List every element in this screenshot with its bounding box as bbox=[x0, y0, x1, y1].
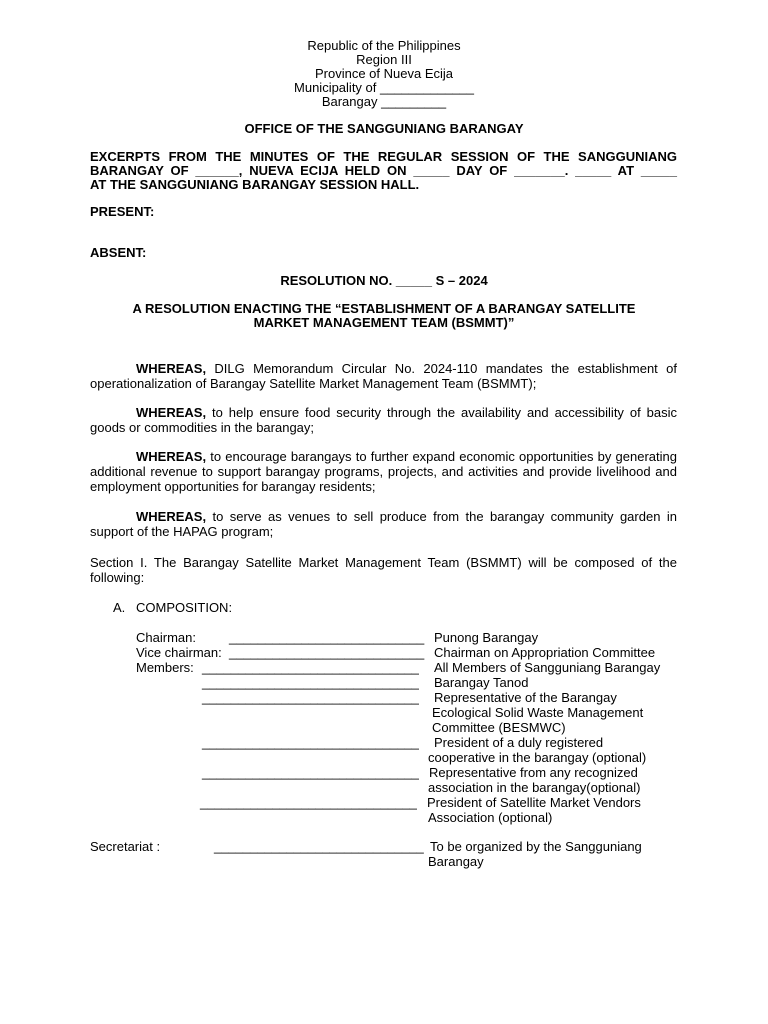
members-role: All Members of Sangguniang Barangay bbox=[434, 660, 661, 675]
resolution-title-line-2: MARKET MANAGEMENT TEAM (BSMMT)” bbox=[253, 315, 515, 330]
association-role-line-2: association in the barangay(optional) bbox=[428, 780, 641, 795]
whereas-label: WHEREAS, bbox=[136, 449, 207, 464]
header-barangay: Barangay _________ bbox=[321, 94, 447, 109]
whereas-label: WHEREAS, bbox=[136, 509, 207, 524]
members-blank: ______________________________ bbox=[202, 660, 419, 675]
header-region: Region III bbox=[356, 52, 412, 67]
besmwc-blank: ______________________________ bbox=[202, 690, 419, 705]
vendors-role-line-1: President of Satellite Market Vendors bbox=[427, 795, 641, 810]
resolution-number: RESOLUTION NO. _____ S – 2024 bbox=[280, 273, 488, 288]
cooperative-role-line-2: cooperative in the barangay (optional) bbox=[428, 750, 647, 765]
absent-label: ABSENT: bbox=[90, 245, 147, 260]
office-title: OFFICE OF THE SANGGUNIANG BARANGAY bbox=[244, 121, 524, 136]
whereas-label: WHEREAS, bbox=[136, 361, 207, 376]
besmwc-role-line-2: Ecological Solid Waste Management bbox=[432, 705, 644, 720]
whereas-text: DILG Memorandum Circular No. 2024-110 mandates the establishment of operationalization of Barangay Satellite Market Management Team (BSMMT); bbox=[90, 361, 677, 391]
excerpts-line-1: EXCERPTS FROM THE MINUTES OF THE REGULAR SESSION OF THE SANGGUNIANG bbox=[90, 149, 677, 164]
whereas-clause-2 bbox=[90, 405, 677, 435]
members-label: Members: bbox=[136, 660, 194, 675]
composition-marker: A. bbox=[113, 600, 126, 615]
secretariat-blank: _____________________________ bbox=[214, 839, 424, 854]
whereas-clause-4 bbox=[90, 509, 677, 539]
vice-chairman-blank: ___________________________ bbox=[229, 645, 425, 660]
besmwc-role-line-1: Representative of the Barangay bbox=[434, 690, 617, 705]
whereas-clause-3 bbox=[90, 449, 677, 494]
tanod-role: Barangay Tanod bbox=[434, 675, 529, 690]
excerpts-line-3: AT THE SANGGUNIANG BARANGAY SESSION HALL. bbox=[90, 177, 420, 192]
whereas-clause-1 bbox=[90, 361, 677, 391]
chairman-label: Chairman: bbox=[136, 630, 196, 645]
whereas-text: to encourage barangays to further expand economic opportunities by generating additional revenue to support barangay programs, projects, and activities and provide livelihood and employment opportunities for barangay residents; bbox=[90, 449, 677, 494]
header-municipality: Municipality of _____________ bbox=[294, 80, 474, 95]
resolution-title-line-1: A RESOLUTION ENACTING THE “ESTABLISHMENT OF A BARANGAY SATELLITE bbox=[132, 301, 636, 316]
vendors-blank: ______________________________ bbox=[200, 795, 417, 810]
header-province: Province of Nueva Ecija bbox=[314, 66, 453, 81]
tanod-blank: ______________________________ bbox=[202, 675, 419, 690]
association-role-line-1: Representative from any recognized bbox=[429, 765, 638, 780]
association-blank: ______________________________ bbox=[202, 765, 419, 780]
composition-heading: COMPOSITION: bbox=[136, 600, 233, 615]
cooperative-role-line-1: President of a duly registered bbox=[434, 735, 604, 750]
chairman-blank: ___________________________ bbox=[229, 630, 425, 645]
present-label: PRESENT: bbox=[90, 204, 155, 219]
vice-chairman-role: Chairman on Appropriation Committee bbox=[434, 645, 656, 660]
cooperative-blank: ______________________________ bbox=[202, 735, 419, 750]
chairman-role: Punong Barangay bbox=[434, 630, 539, 645]
vendors-role-line-2: Association (optional) bbox=[428, 810, 553, 825]
excerpts-line-2: BARANGAY OF ______, NUEVA ECIJA HELD ON _____ DAY OF _______. _____ AT _____ bbox=[90, 163, 677, 178]
whereas-text: to help ensure food security through the availability and accessibility of basic goods or commodities in the barangay; bbox=[90, 405, 677, 435]
vice-chairman-label: Vice chairman: bbox=[136, 645, 222, 660]
section-one-text: Section I. The Barangay Satellite Market Management Team (BSMMT) will be composed of the following: bbox=[90, 555, 677, 585]
secretariat-label: Secretariat : bbox=[90, 839, 161, 854]
besmwc-role-line-3: Committee (BESMWC) bbox=[432, 720, 566, 735]
secretariat-role-line-2: Barangay bbox=[428, 854, 484, 869]
whereas-text: to serve as venues to sell produce from the barangay community garden in support of the HAPAG program; bbox=[90, 509, 677, 539]
secretariat-role-line-1: To be organized by the Sangguniang bbox=[430, 839, 642, 854]
whereas-label: WHEREAS, bbox=[136, 405, 207, 420]
header-republic: Republic of the Philippines bbox=[307, 38, 461, 53]
